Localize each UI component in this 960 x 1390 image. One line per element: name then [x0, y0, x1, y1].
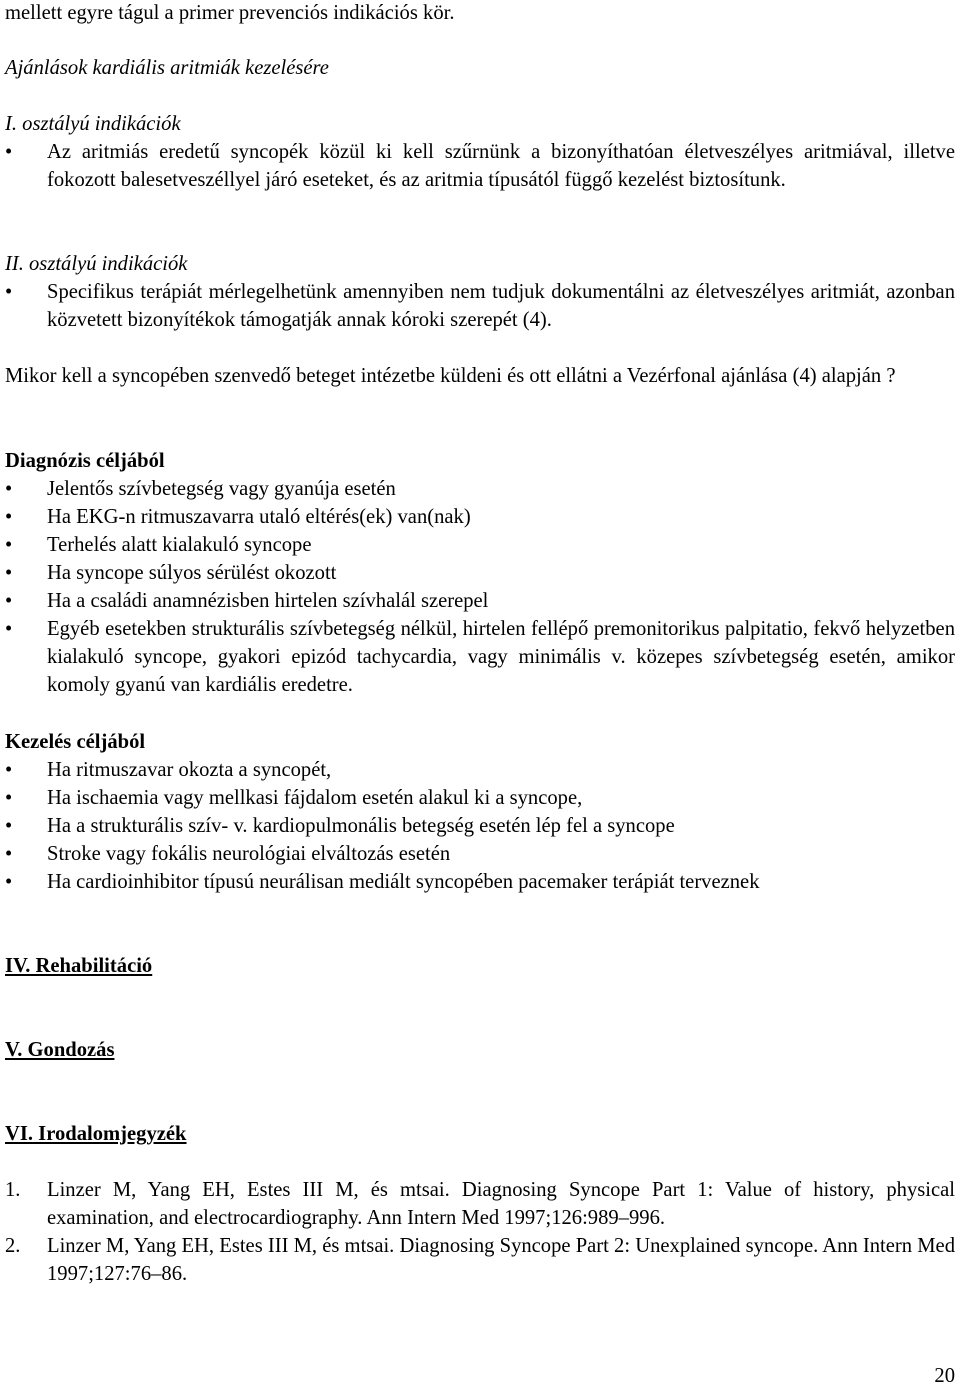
list-item: • Ha syncope súlyos sérülést okozott — [5, 559, 955, 587]
reference-text: Linzer M, Yang EH, Estes III M, és mtsai. Diagnosing Syncope Part 2: Unexplained syncope. Ann Intern Med 1997;127:76–86. — [47, 1235, 955, 1285]
section-care: V. Gondozás — [5, 1039, 115, 1061]
class1-heading: I. osztályú indikációk — [5, 113, 181, 135]
diagnosis-list — [5, 475, 955, 699]
reference-list — [5, 1176, 955, 1288]
class2-list — [5, 278, 955, 334]
treatment-list — [5, 756, 955, 896]
reference-number: 2. — [5, 1235, 21, 1257]
reference-item — [5, 1176, 955, 1232]
list-item: • Egyéb esetekben strukturális szívbetegség nélkül, hirtelen fellépő premonitorikus palpitatio, fekvő helyzetben kialakuló syncope, gyakori epizód tachycardia, vagy minimális v. közepes szívbetegség esetén, amikor komoly gyanú van kardiális eredetre. — [5, 615, 955, 699]
list-item: • Ha ritmuszavar okozta a syncopét, — [5, 756, 955, 784]
reference-text: Linzer M, Yang EH, Estes III M, és mtsai. Diagnosing Syncope Part 1: Value of history, physical examination, and electrocardiography. Ann Intern Med 1997;126:989–996. — [47, 1179, 955, 1229]
reference-item — [5, 1232, 955, 1288]
section-references: VI. Irodalomjegyzék — [5, 1123, 187, 1145]
list-item: • Az aritmiás eredetű syncopék közül ki kell szűrnünk a bizonyíthatóan életveszélyes aritmiával, illetve fokozott balesetveszéllyel járó eseteket, és az aritmia típusától függő kezelést biztosítunk. — [5, 138, 955, 194]
list-item: • Ha a strukturális szív- v. kardiopulmonális betegség esetén lép fel a syncope — [5, 812, 955, 840]
list-item: • Jelentős szívbetegség vagy gyanúja esetén — [5, 475, 955, 503]
list-item: • Terhelés alatt kialakuló syncope — [5, 531, 955, 559]
list-item: • Ha cardioinhibitor típusú neurálisan mediált syncopében pacemaker terápiát terveznek — [5, 868, 955, 896]
treatment-heading: Kezelés céljából — [5, 731, 146, 753]
section-rehabilitation: IV. Rehabilitáció — [5, 955, 153, 977]
list-item: • Ha ischaemia vagy mellkasi fájdalom esetén alakul ki a syncope, — [5, 784, 955, 812]
class1-list — [5, 138, 955, 194]
list-item: • Specifikus terápiát mérlegelhetünk amennyiben nem tudjuk dokumentálni az életveszélyes aritmiát, azonban közvetett bizonyítékok támogatják annak kóroki szerepét (4). — [5, 278, 955, 334]
diagnosis-heading: Diagnózis céljából — [5, 450, 165, 472]
list-item: • Ha a családi anamnézisben hirtelen szívhalál szerepel — [5, 587, 955, 615]
list-item: • Stroke vagy fokális neurológiai elváltozás esetén — [5, 840, 955, 868]
class2-heading: II. osztályú indikációk — [5, 253, 188, 275]
question-paragraph: Mikor kell a syncopében szenvedő beteget intézetbe küldeni és ott ellátni a Vezérfonal ajánlása (4) alapján ? — [5, 365, 896, 387]
top-line: mellett egyre tágul a primer prevenciós indikációs kör. — [5, 2, 455, 24]
list-item: • Ha EKG-n ritmuszavarra utaló eltérés(ek) van(nak) — [5, 503, 955, 531]
page-number: 20 — [934, 1365, 955, 1387]
reference-number: 1. — [5, 1179, 21, 1201]
arrhythmia-heading: Ajánlások kardiális aritmiák kezelésére — [5, 57, 329, 79]
